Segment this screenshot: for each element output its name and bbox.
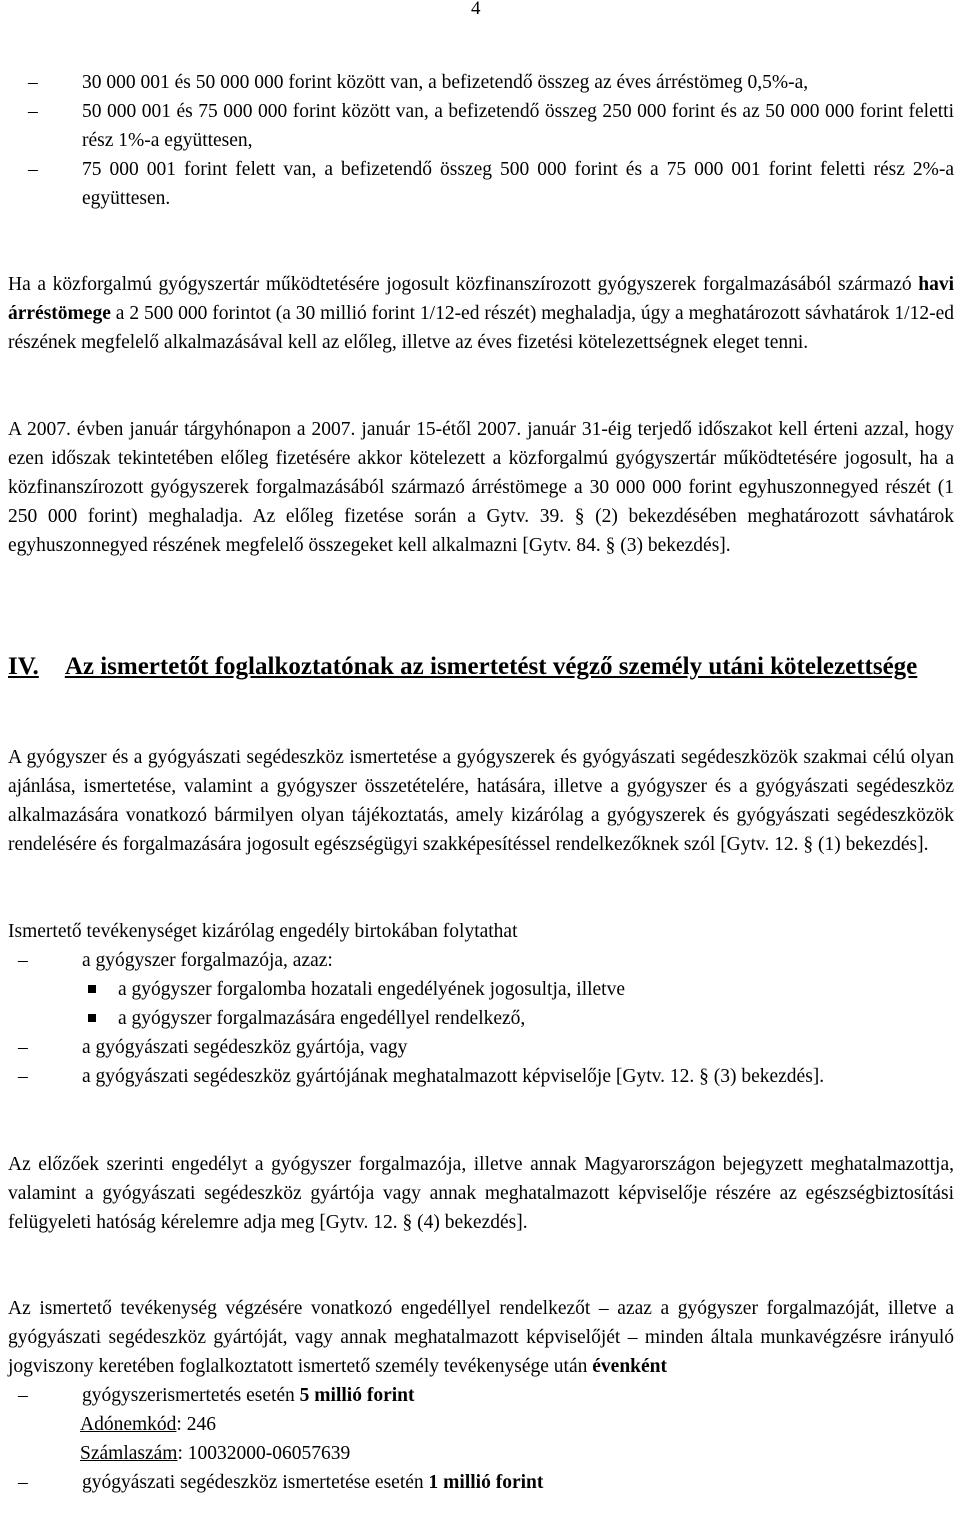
section-number: IV. [8, 653, 39, 680]
list-item: – 75 000 001 forint felett van, a befizetendő összeg 500 000 forint és a 75 000 001 forint feletti rész 2%-a együttesen. [8, 155, 954, 213]
threshold-list [8, 68, 954, 213]
dash-bullet-icon: – [28, 159, 38, 180]
bold-term: évenként [592, 1356, 668, 1377]
account-number-line: Számlaszám: 10032000-06057639 [80, 1443, 351, 1464]
license-grant-paragraph: Az előzőek szerinti engedélyt a gyógyszer forgalmazója, illetve annak Magyarországon bejegyzett meghatalmazottja, valamint a gyógyászati segédeszköz gyártója vagy annak meghatalmazott képviselője részére az egészségbiztosítási felügyeleti hatóság kérelemre adja meg [Gytv. 12. § (4) bekezdés]. [8, 1154, 954, 1233]
section-heading [8, 650, 954, 683]
square-bullet-icon [88, 1014, 96, 1022]
monthly-margin-paragraph: Ha a közforgalmú gyógyszertár működtetésére jogosult közfinanszírozott gyógyszerek forgalmazásából származó havi árréstömege a 2 500 000 forintot (a 30 millió forint 1/12-ed részét) meghaladja, úgy a meghatározott sávhatárok 1/12-ed részének megfelelő alkalmazásával kell az előleg, illetve az éves fizetési kötelezettségnek eleget tenni. [8, 274, 954, 353]
list-item: – a gyógyászati segédeszköz gyártója, vagy [8, 1033, 954, 1062]
list-item: – 50 000 001 és 75 000 000 forint között van, a befizetendő összeg 250 000 forint és az 50 000 000 forint feletti rész 1%-a együttesen, [8, 97, 954, 155]
bold-term: havi árréstömege [8, 274, 954, 324]
list-item: – a gyógyászati segédeszköz gyártójának meghatalmazott képviselője [Gytv. 12. § (3) bekezdés]. [8, 1062, 954, 1091]
dash-bullet-icon: – [28, 101, 38, 122]
dash-bullet-icon: – [18, 1066, 28, 1087]
january-2007-paragraph: A 2007. évben január tárgyhónapon a 2007. január 15-étől 2007. január 31-éig terjedő időszakot kell érteni azzal, hogy ezen időszak tekintetében előleg fizetésére akkor kötelezett a közforgalmú gyógyszertár működtetésére jogosult, ha a közfinanszírozott gyógyszerek forgalmazásából származó árréstömege a 30 000 000 forint egyhuszonnegyed részét (1 250 000 forint) meghaladja. Az előleg fizetése során a Gytv. 39. § (2) bekezdésében meghatározott sávhatárok egyhuszonnegyed részének megfelelő összegeket kell alkalmazni [Gytv. 84. § (3) bekezdés]. [8, 419, 954, 556]
dash-bullet-icon: – [18, 1037, 28, 1058]
fee-paragraph: Az ismertető tevékenység végzésére vonatkozó engedéllyel rendelkezőt – azaz a gyógyszer forgalmazóját, illetve a gyógyászati segédeszköz gyártóját, vagy annak meghatalmazott képviselőjét – minden általa munkavégzésre irányuló jogviszony keretében foglalkoztatott ismertető személy tevékenysége után évenként – gyógyszerismertetés esetén 5 millió forint Adónemkód: 246 Számlaszám: 10032000-06057639 – gyógyászati segédeszköz ismertetése esetén 1 millió forint [8, 1294, 954, 1497]
fee-amount: 5 millió forint [299, 1385, 415, 1406]
tax-code-line: Adónemkód: 246 [80, 1414, 216, 1435]
section-title: Az ismertetőt foglalkoztatónak az ismertetést végző személy utáni kötelezettsége [64, 653, 918, 680]
fee-amount: 1 millió forint [428, 1472, 544, 1493]
page-number: 4 [471, 0, 481, 19]
dash-bullet-icon: – [18, 1385, 28, 1406]
definition-paragraph: A gyógyszer és a gyógyászati segédeszköz ismertetése a gyógyszerek és gyógyászati segédeszközök szakmai célú olyan ajánlása, ismertetése, valamint a gyógyszer összetételére, hatására, illetve a gyógyszer és a gyógyászati segédeszköz alkalmazására vonatkozó bármilyen olyan tájékoztatás, amely kizárólag a gyógyszerek és gyógyászati segédeszközök rendelésére és forgalmazására jogosult egészségügyi szakképesítéssel rendelkezőknek szól [Gytv. 12. § (1) bekezdés]. [8, 747, 954, 855]
list-item: – a gyógyszer forgalmazója, azaz: [8, 946, 954, 975]
square-bullet-icon [88, 985, 96, 993]
list-item: – gyógyszerismertetés esetén 5 millió forint [8, 1381, 954, 1410]
list-item: – 30 000 001 és 50 000 000 forint között van, a befizetendő összeg az éves árréstömeg 0,5%-a, [8, 68, 954, 97]
dash-bullet-icon: – [18, 1472, 28, 1493]
dash-bullet-icon: – [28, 72, 38, 93]
list-item: a gyógyszer forgalmazására engedéllyel rendelkező, [8, 1004, 954, 1033]
license-holders-section: Ismertető tevékenységet kizárólag engedély birtokában folytathat – a gyógyszer forgalmazója, azaz: a gyógyszer forgalomba hozatali engedélyének jogosultja, illetve a gyógyszer forgalmazására engedéllyel rendelkező, – a gyógyászati segédeszköz gyártója, vagy – a gyógyászati segédeszköz gyártójának meghatalmazott képviselője [Gytv. 12. § (3) bekezdés]. [8, 917, 954, 1091]
dash-bullet-icon: – [18, 950, 28, 971]
list-item: – gyógyászati segédeszköz ismertetése esetén 1 millió forint [8, 1468, 954, 1497]
list-item: a gyógyszer forgalomba hozatali engedélyének jogosultja, illetve [8, 975, 954, 1004]
